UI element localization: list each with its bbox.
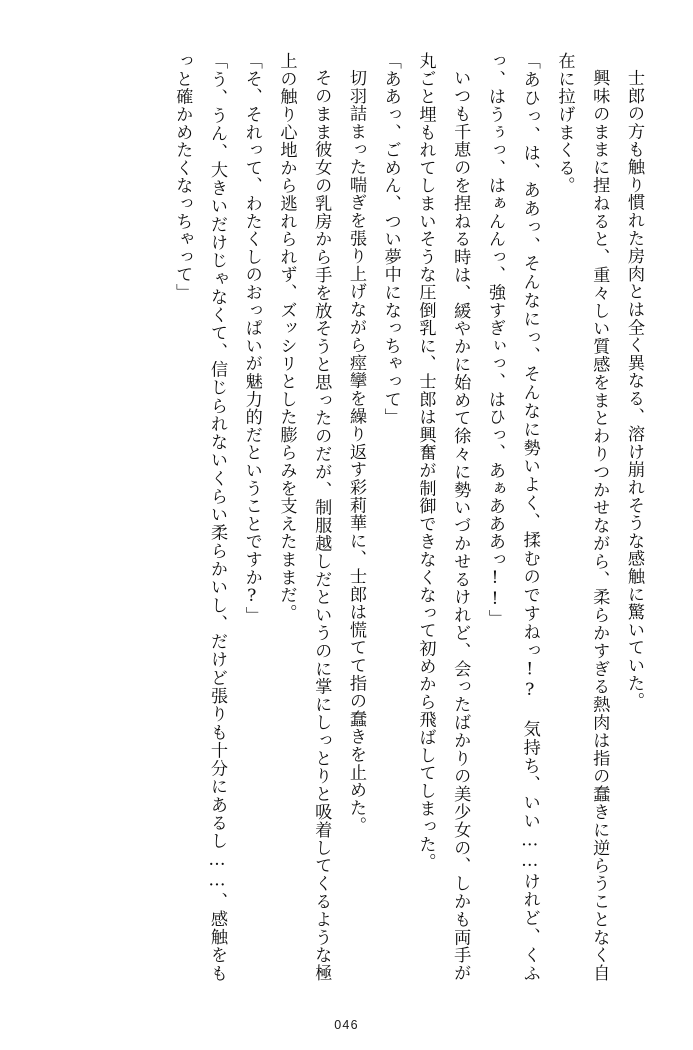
page-text-body <box>42 52 651 982</box>
paragraph-dialogue: 「そ、それって、わたくしのおっぱいが魅力的だということですか?」 <box>241 52 262 625</box>
paragraph: 士郎の方も触り慣れた房肉とは全く異なる、溶け崩れそうな感触に驚いていた。 <box>624 69 644 710</box>
paragraph-dialogue: 「ああっ、ごめん、つい夢中になっちゃって」 <box>380 52 401 426</box>
paragraph: 興味のままに捏ねると、重々しい質感をまとわりつかせながら、柔らかすぎる熱肉は指の蠢きに逆らうことなく自在に拉げまくる。 <box>554 52 610 982</box>
paragraph: 切羽詰まった喘ぎを張り上げながら痙攣を繰り返す彩莉華に、士郎は慌てて指の蠢きを止めた。 <box>346 69 366 835</box>
page-number: 046 <box>334 1018 359 1032</box>
paragraph: そのまま彼女の乳房から手を放そうと思ったのだが、制服越しだというのに掌にしっとりと吸着してくるような極上の触り心地から逃れられず、ズッシリとした膨らみを支えたままだ。 <box>276 52 332 982</box>
paragraph: いつも千恵のを捏ねる時は、緩やかに始めて徐々に勢いづかせるけれど、会ったばかりの美少女の、しかも両手が丸ごと埋もれてしまいそうな圧倒乳に、士郎は興奮が制御できなくなって初めから飛ばしてしまった。 <box>415 52 471 982</box>
paragraph-dialogue: 「あひっ、は、ああっ、そんなにっ、そんなに勢いよく、揉むのですねっ!? 気持ち、いい……けれど、くふっ、はうぅっ、はぁんんっ、強すぎぃっ、はひっ、あぁあああっ!!」 <box>485 52 540 982</box>
paragraph-dialogue: 「う、うん、大きいだけじゃなくて、信じられないくらい柔らかいし、だけど張りも十分にあるし……、感触をもっと確かめたくなっちゃって」 <box>172 52 227 982</box>
